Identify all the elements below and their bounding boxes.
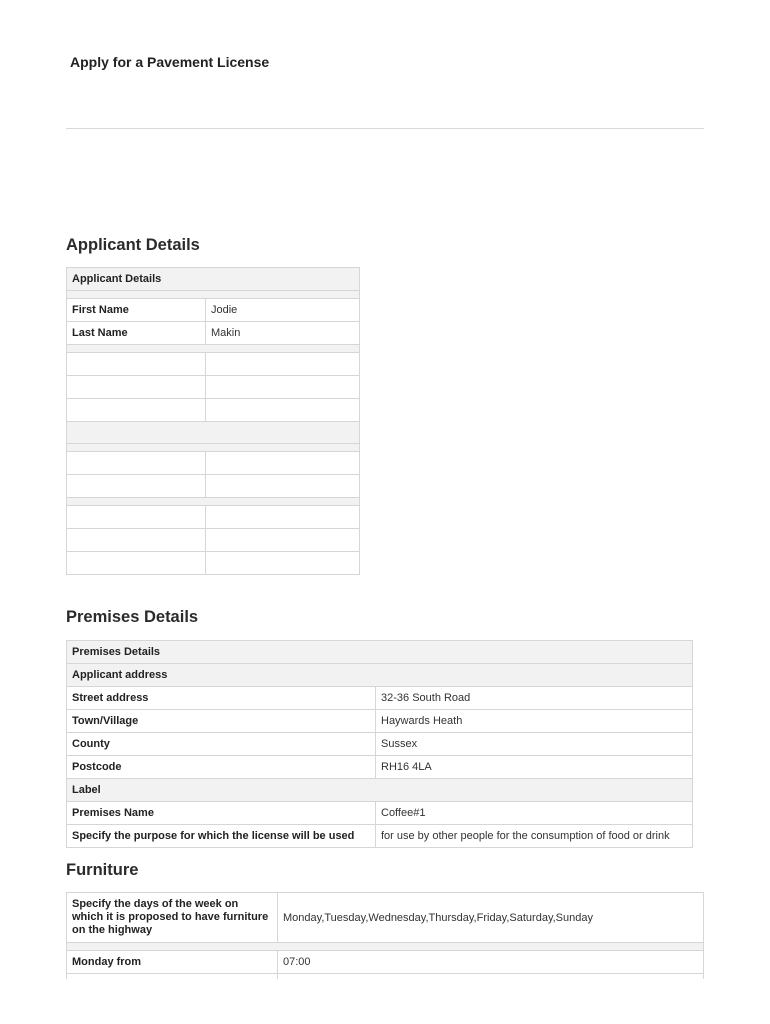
empty-cell <box>67 399 206 422</box>
table-row <box>67 475 360 498</box>
table-row <box>67 552 360 575</box>
empty-cell <box>67 552 206 575</box>
table-row <box>67 399 360 422</box>
table-spacer <box>67 943 704 951</box>
empty-cell <box>67 353 206 376</box>
table-row <box>67 506 360 529</box>
county-value: Sussex <box>376 733 693 756</box>
premises-name-label: Premises Name <box>67 802 376 825</box>
applicant-address-heading: Applicant address <box>67 664 693 687</box>
street-address-label: Street address <box>67 687 376 710</box>
last-name-label: Last Name <box>67 322 206 345</box>
empty-cell <box>67 475 206 498</box>
table-row <box>67 825 693 848</box>
table-spacer <box>67 498 360 506</box>
page-title: Apply for a Pavement License <box>70 54 270 70</box>
empty-cell <box>206 506 360 529</box>
empty-cell <box>67 452 206 475</box>
purpose-label: Specify the purpose for which the license will be used <box>67 825 376 848</box>
table-spacer <box>67 422 360 444</box>
empty-cell <box>67 529 206 552</box>
town-label: Town/Village <box>67 710 376 733</box>
table-row <box>67 951 704 974</box>
empty-cell <box>206 376 360 399</box>
table-row <box>67 802 693 825</box>
empty-cell <box>67 376 206 399</box>
furniture-section-heading: Furniture <box>66 861 139 879</box>
table-row <box>67 756 693 779</box>
table-row <box>67 299 360 322</box>
applicant-section-heading: Applicant Details <box>66 236 200 254</box>
table-spacer <box>67 444 360 452</box>
table-row <box>67 687 693 710</box>
premises-details-table <box>66 640 693 848</box>
table-row <box>67 322 360 345</box>
label-heading: Label <box>67 779 693 802</box>
street-address-value: 32-36 South Road <box>376 687 693 710</box>
monday-from-label: Monday from <box>67 951 278 974</box>
page-bottom-mask <box>60 979 720 1024</box>
monday-from-value: 07:00 <box>278 951 704 974</box>
last-name-value: Makin <box>206 322 360 345</box>
empty-cell <box>206 452 360 475</box>
table-row <box>67 710 693 733</box>
days-of-week-label: Specify the days of the week on which it is proposed to have furniture on the highway <box>67 893 278 943</box>
title-divider <box>66 128 704 129</box>
premises-table-title: Premises Details <box>67 641 693 664</box>
postcode-label: Postcode <box>67 756 376 779</box>
table-spacer <box>67 345 360 353</box>
applicant-details-table <box>66 267 360 575</box>
purpose-value: for use by other people for the consumption of food or drink <box>376 825 693 848</box>
first-name-value: Jodie <box>206 299 360 322</box>
table-row <box>67 376 360 399</box>
days-of-week-value: Monday,Tuesday,Wednesday,Thursday,Friday,Saturday,Sunday <box>278 893 704 943</box>
applicant-table-title: Applicant Details <box>67 268 360 291</box>
empty-cell <box>67 506 206 529</box>
premises-section-heading: Premises Details <box>66 608 199 626</box>
county-label: County <box>67 733 376 756</box>
postcode-value: RH16 4LA <box>376 756 693 779</box>
table-row <box>67 529 360 552</box>
empty-cell <box>206 552 360 575</box>
table-row <box>67 452 360 475</box>
premises-name-value: Coffee#1 <box>376 802 693 825</box>
table-spacer <box>67 291 360 299</box>
empty-cell <box>206 399 360 422</box>
town-value: Haywards Heath <box>376 710 693 733</box>
empty-cell <box>206 353 360 376</box>
first-name-label: First Name <box>67 299 206 322</box>
empty-cell <box>206 529 360 552</box>
table-row <box>67 893 704 943</box>
table-row <box>67 353 360 376</box>
table-row <box>67 733 693 756</box>
empty-cell <box>206 475 360 498</box>
